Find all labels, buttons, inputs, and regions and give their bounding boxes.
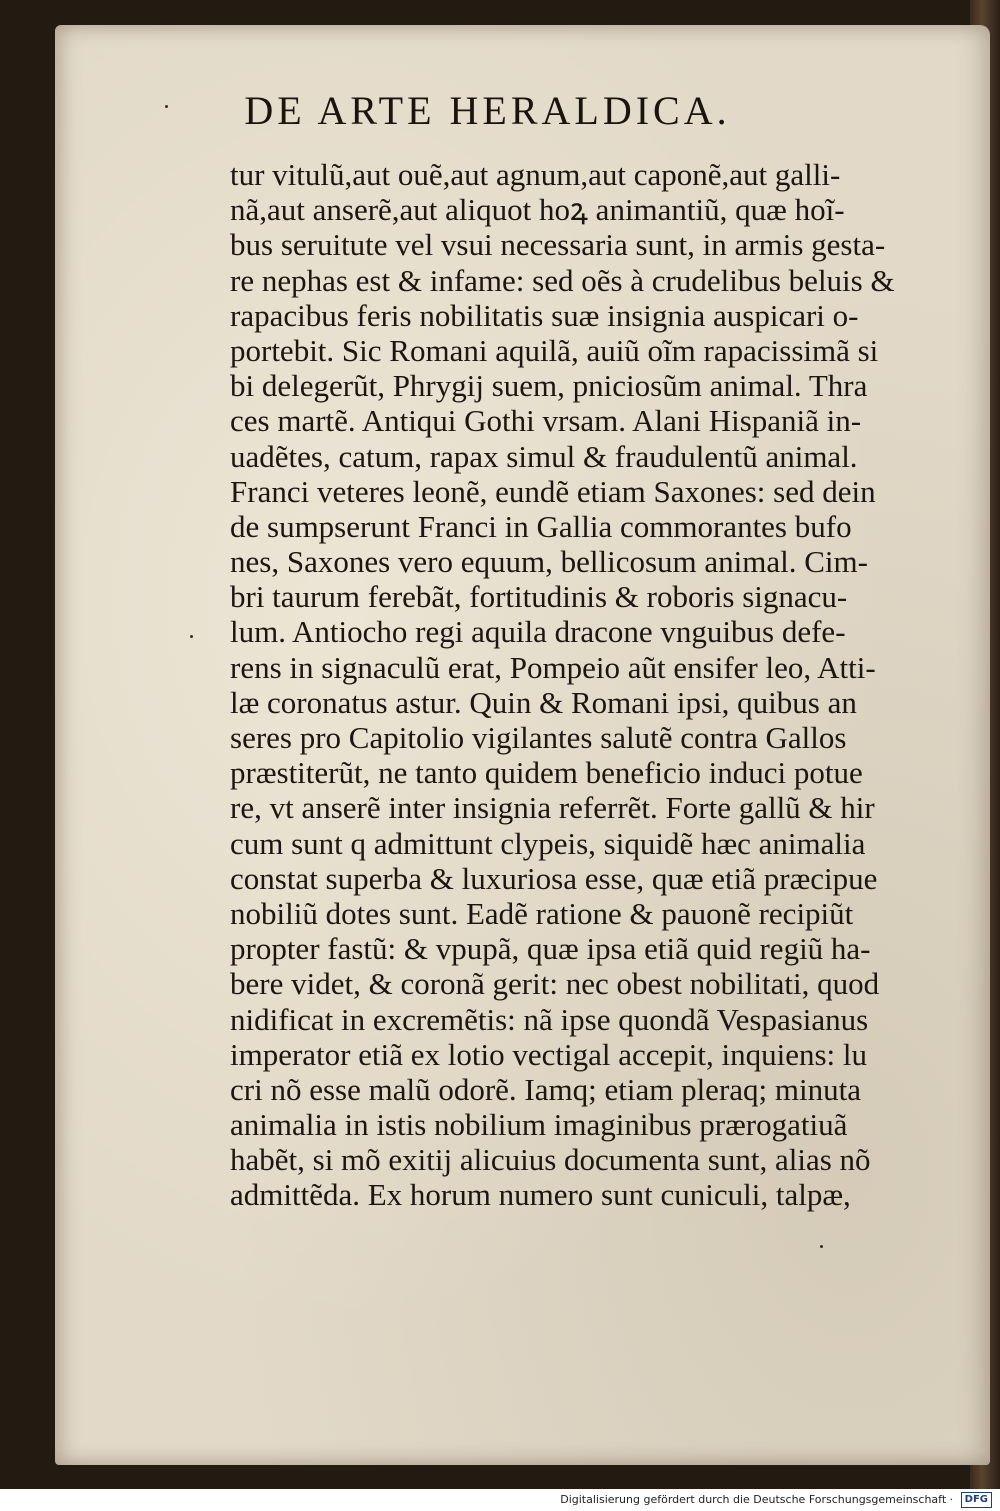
text-line: tur vitulũ,aut ouẽ,aut agnum,aut caponẽ,aut galli-	[230, 157, 841, 192]
text-block	[230, 157, 1000, 1213]
running-head: DE ARTE HERALDICA.	[244, 88, 731, 133]
text-line: nidificat in excremẽtis: nã ipse quondã Vespasianus	[230, 1001, 869, 1037]
text-line: nã,aut anserẽ,aut aliquot hoꝝ animantiũ, quæ hoĩ-	[230, 192, 845, 228]
text-line: rens in signaculũ erat, Pompeio aũt ensifer leo, Atti-	[230, 649, 876, 685]
text-line: portebit. Sic Romani aquilã, auiũ oĩm rapacissimã si	[230, 332, 879, 368]
text-line: imperator etiã ex lotio vectigal accepit, inquiens: lu	[230, 1036, 867, 1072]
text-line: de sumpserunt Franci in Gallia commorantes bufo	[230, 508, 852, 544]
book-page	[55, 25, 990, 1465]
page-speck	[190, 635, 193, 638]
text-line: bi delegerũt, Phrygij suem, pniciosũm animal. Thra	[230, 368, 868, 404]
text-line: bere videt, & coronã gerit: nec obest nobilitati, quod	[230, 966, 880, 1002]
text-line: cum sunt q admittunt clypeis, siquidẽ hæc animalia	[230, 825, 866, 861]
text-line: animalia in istis nobilium imaginibus prærogatiuã	[230, 1107, 848, 1143]
text-line: rapacibus feris nobilitatis suæ insignia auspicari o-	[230, 297, 859, 333]
text-line: ces martẽ. Antiqui Gothi vrsam. Alani Hispaniã in-	[230, 403, 862, 439]
page-speck	[820, 1245, 823, 1248]
text-line: bus seruitute vel vsui necessaria sunt, in armis gesta-	[230, 227, 886, 263]
footer-bar	[0, 1489, 1000, 1511]
text-line: nobiliũ dotes sunt. Eadẽ ratione & pauonẽ recipiũt	[230, 895, 854, 931]
text-line: seres pro Capitolio vigilantes salutẽ contra Gallos	[230, 720, 847, 755]
text-line: præstiterũt, ne tanto quidem beneficio induci potue	[230, 755, 863, 791]
text-line: re nephas est & infame: sed oẽs à crudelibus beluis &	[230, 262, 895, 298]
text-line: admittẽda. Ex horum numero sunt cuniculi, talpæ,	[230, 1177, 851, 1213]
text-line: propter fastũ: & vpupã, quæ ipsa etiã quid regiũ ha-	[230, 931, 871, 967]
text-line: lum. Antiocho regi aquila dracone vnguibus defe-	[230, 614, 846, 650]
text-line: bri taurum ferebãt, fortitudinis & roboris signacu-	[230, 579, 848, 615]
text-line: læ coronatus astur. Quin & Romani ipsi, quibus an	[230, 684, 857, 720]
text-line: nes, Saxones vero equum, bellicosum animal. Cim-	[230, 544, 868, 580]
text-line: habẽt, si mõ exitij alicuius documenta sunt, alias nõ	[230, 1142, 871, 1178]
dfg-logo: DFG	[961, 1492, 992, 1508]
footer-credit: Digitalisierung gefördert durch die Deutsche Forschungsgemeinschaft ·	[560, 1493, 954, 1506]
text-line: re, vt anserẽ inter insignia referrẽt. Forte gallũ & hir	[230, 790, 875, 826]
page-speck	[165, 105, 168, 108]
text-line: uadẽtes, catum, rapax simul & fraudulentũ animal.	[230, 438, 858, 474]
text-line: Franci veteres leonẽ, eundẽ etiam Saxones: sed dein	[230, 473, 876, 509]
text-line: cri nõ esse malũ odorẽ. Iamq; etiam pleraq; minuta	[230, 1071, 861, 1107]
text-line: constat superba & luxuriosa esse, quæ etiã præcipue	[230, 860, 878, 896]
